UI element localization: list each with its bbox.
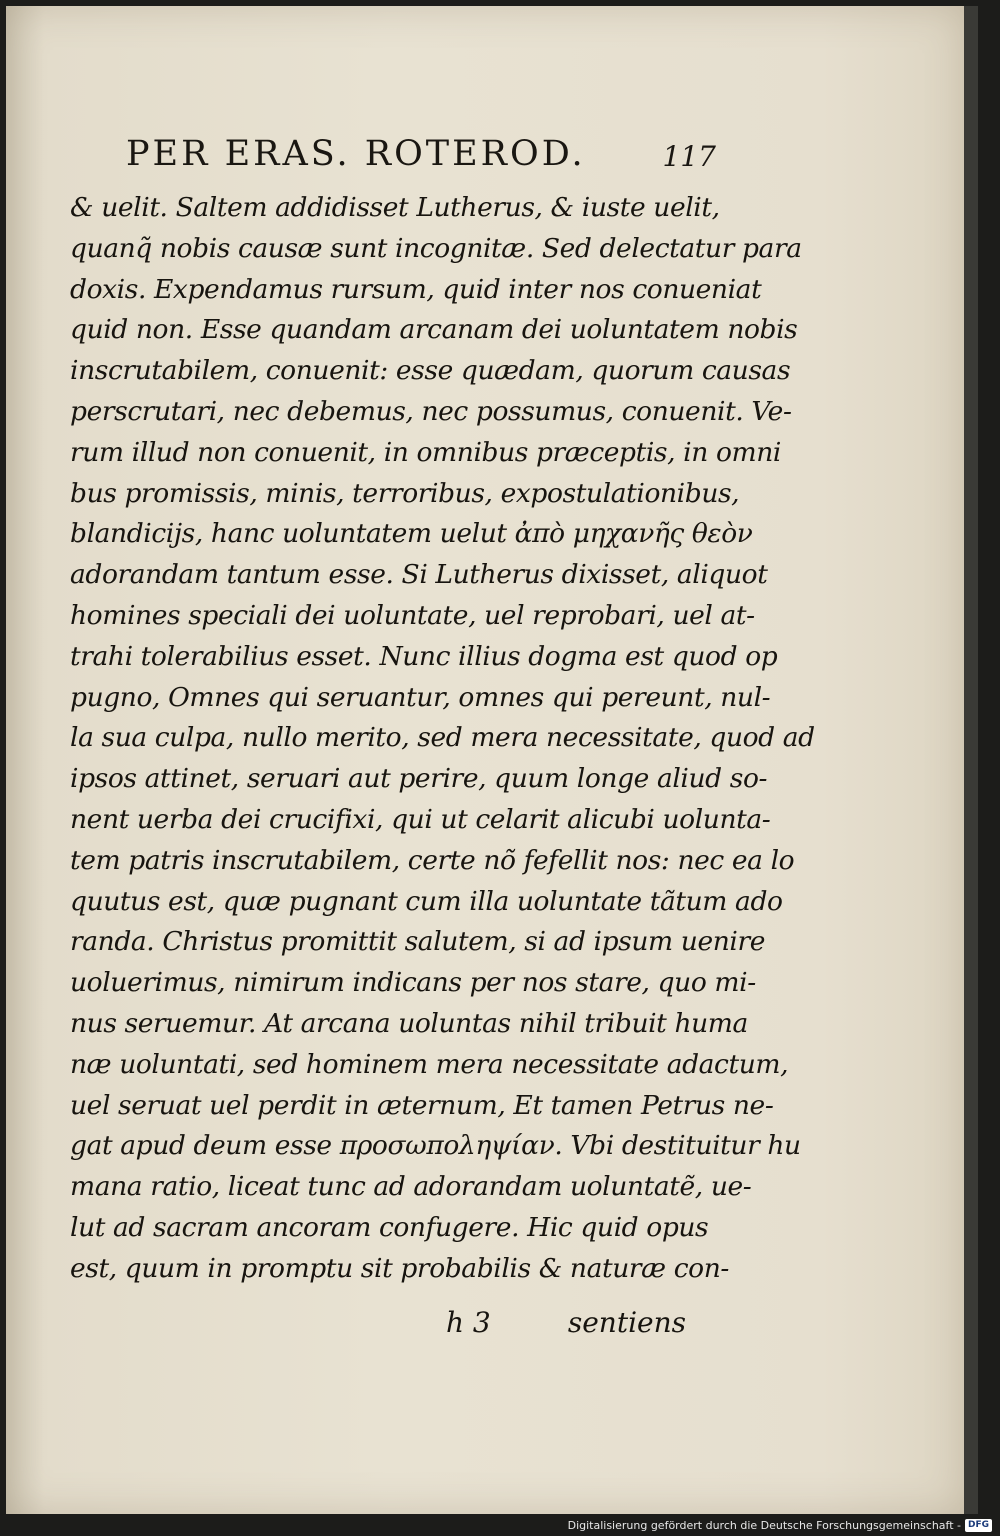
text-line: pugno, Omnes qui seruantur, omnes qui pereunt, nul- [70,681,771,713]
text-line: randa. Christus promittit salutem, si ad ipsum uenire [70,926,766,958]
text-line: perscrutari, nec debemus, nec possumus, conuenit. Ve- [70,395,792,427]
text-line: & uelit. Saltem addidisset Lutherus, & iuste uelit, [70,192,720,223]
text-line: adorandam tantum esse. Si Lutherus dixisset, aliquot [70,559,768,591]
signature-mark: h 3 [446,1306,491,1339]
text-line: gat apud deum esse προσωποληψίαν. Vbi destituitur hu [70,1130,801,1162]
text-line: trahi tolerabilius esset. Nunc illius dogma est quod op [70,640,778,672]
text-line: quutus est, quæ pugnant cum illa uoluntate tãtum ado [70,885,783,917]
text-line: nent uerba dei crucifixi, qui ut celarit alicubi uolunta- [70,803,771,835]
book-page [6,6,966,1514]
page-header [126,134,716,184]
text-line: inscrutabilem, conuenit: esse quædam, quorum causas [70,355,791,387]
text-line: est, quum in promptu sit probabilis & naturæ con- [70,1252,729,1284]
credit-text: Digitalisierung gefördert durch die Deutsche Forschungsgemeinschaft - [567,1519,961,1532]
page-edge-shadow [964,6,978,1514]
catchword: sentiens [567,1306,686,1339]
text-line: la sua culpa, nullo merito, sed mera necessitate, quod ad [70,722,815,754]
text-line: homines speciali dei uoluntate, uel reprobari, uel at- [70,599,755,631]
text-line: ipsos attinet, seruari aut perire, quum longe aliud so- [70,763,768,795]
text-line: nus seruemur. At arcana uoluntas nihil tribuit huma [70,1007,748,1039]
text-line: quid non. Esse quandam arcanam dei uoluntatem nobis [70,314,798,346]
dfg-logo: DFG [965,1519,992,1532]
text-line: uel seruat uel perdit in æternum, Et tamen Petrus ne- [70,1089,774,1121]
text-line: lut ad sacram ancoram confugere. Hic quid opus [70,1211,709,1243]
body-text [70,188,815,1290]
text-line: tem patris inscrutabilem, certe nõ fefellit nos: nec ea lo [70,844,795,876]
text-line: blandicijs, hanc uoluntatem uelut ἀπὸ μηχανῆς θεὸν [70,518,753,550]
text-line: uoluerimus, nimirum indicans per nos stare, quo mi- [70,967,756,999]
digitization-credit [568,1519,992,1532]
text-line: quanq̃ nobis causæ sunt incognitæ. Sed delectatur para [70,232,802,264]
page-footer [446,1306,686,1346]
text-line: næ uoluntati, sed hominem mera necessitate adactum, [70,1048,789,1080]
text-line: rum illud non conuenit, in omnibus præceptis, in omni [70,436,781,468]
text-line: mana ratio, liceat tunc ad adorandam uoluntatẽ, ue- [70,1171,752,1203]
text-line: doxis. Expendamus rursum, quid inter nos conueniat [70,273,762,305]
folio-number: 117 [662,140,716,173]
running-head: PER ERAS. ROTEROD. [126,134,586,174]
text-line: bus promissis, minis, terroribus, expostulationibus, [70,477,740,509]
